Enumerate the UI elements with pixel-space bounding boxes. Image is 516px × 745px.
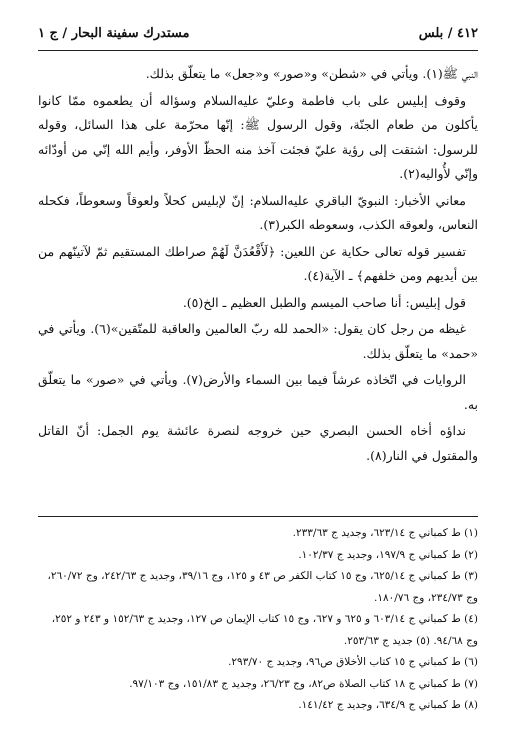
paragraph: الروايات في اتّخاذه عرشاً فيما بين السماء والأرض(٧). ويأتي في «صور» ما يتعلّق به. <box>38 372 478 412</box>
footnote: (٤) ط كمباني ج ٦٠٣/١٤ و ٦٢٥ و ٦٢٧، وج ١٥ كتاب الإيمان ص ١٢٧، وجديد ج ١٥٢/٦٣ و ٢٤٣ و ٢٥٢، وج ٩٤/٦٨. (٥) جديد ج ٢٥٣/٦٣. <box>51 613 478 647</box>
footnote: (٧) ط كمباني ج ١٨ كتاب الصلاة ص٨٢، وج ٢٦/٢٣، وجديد ج ١٥١/٨٣، وج ٩٧/١٠٣. <box>129 677 478 690</box>
paragraph: تفسير قوله تعالى حكاية عن اللعين: ﴿لَأَقْعُدَنَّ لَهُمْ صراطك المستقيم ثمّ لآتينّهم من بين أيديهم ومن خلفهم﴾ ـ الآية(٤). <box>38 243 478 283</box>
running-header <box>38 22 478 51</box>
footnote: (٢) ط كمباني ج ١٩٧/٩، وجديد ج ١٠٢/٣٧. <box>298 548 478 561</box>
main-text <box>38 62 478 470</box>
paragraph: معاني الأخبار: النبويّ الباقري عليه‌السلام: إنّ لإبليس كحلاً ولعوقاً وسعوطاً، فكحله النعاس، ولعوقه الكذب، وسعوطه الكبر(٣). <box>38 192 478 232</box>
footnote: (٨) ط كمباني ج ٦٣٤/٩، وجديد ج ١٤١/٤٢. <box>298 699 478 711</box>
book-title: مستدرك سفينة البحار / ج ١ <box>38 26 190 41</box>
paragraph: نداؤه أخاه الحسن البصري حين خروجه لنصرة عائشة يوم الجمل: أنّ القاتل والمقتول في النار(٨). <box>38 423 478 463</box>
paragraph: وقوف إبليس على باب فاطمة وعليّ عليه‌السلام وسؤاله أن يطعموه ممّا كانوا يأكلون من طعام الجنّة، وقول الرسول ﷺ: إنّها محرّمة على هذا السائل، وقوله للرسول: اشتقت إلى رؤية عليّ فجئت آخذ منه الحظّ الأوفر، وأيم الله إنّي من أودّائه وإنّي لأُواليه(٢). <box>38 92 478 181</box>
page-number: ٤١٢ / بلس <box>418 26 478 41</box>
paragraph: غيظه من رجل كان يقول: «الحمد لله ربّ العالمين والعاقبة للمتّقين»(٦). ويأتي في «حمد» ما يتعلّق بذلك. <box>38 321 478 361</box>
paragraph: قول إبليس: أنا صاحب الميسم والطبل العظيم ـ الخ(٥). <box>182 294 466 310</box>
footnote: (٦) ط كمباني ج ١٥ كتاب الأخلاق ص٩٦، وجديد ج ٢٩٣/٧٠. <box>228 656 478 668</box>
footnote: (١) ط كمباني ج ٦٢٣/١٤، وجديد ج ٢٣٣/٦٣. <box>292 527 478 539</box>
footnote: (٣) ط كمباني ج ٦٢٥/١٤، وج ١٥ كتاب الكفر ص ٤٣ و ١٢٥، وج ٣٩/١٦، وجديد ج ٢٤٢/٦٣، وج ٢٦٠/٧٢، وج ٢٣٤/٧٣، وج ١٨٠/٧٦. <box>47 570 478 604</box>
paragraph: النبي ﷺ(١). ويأتي في «شطن» و«صور» و«جعل» ما يتعلّق بذلك. <box>145 66 478 81</box>
footnotes <box>38 516 478 717</box>
